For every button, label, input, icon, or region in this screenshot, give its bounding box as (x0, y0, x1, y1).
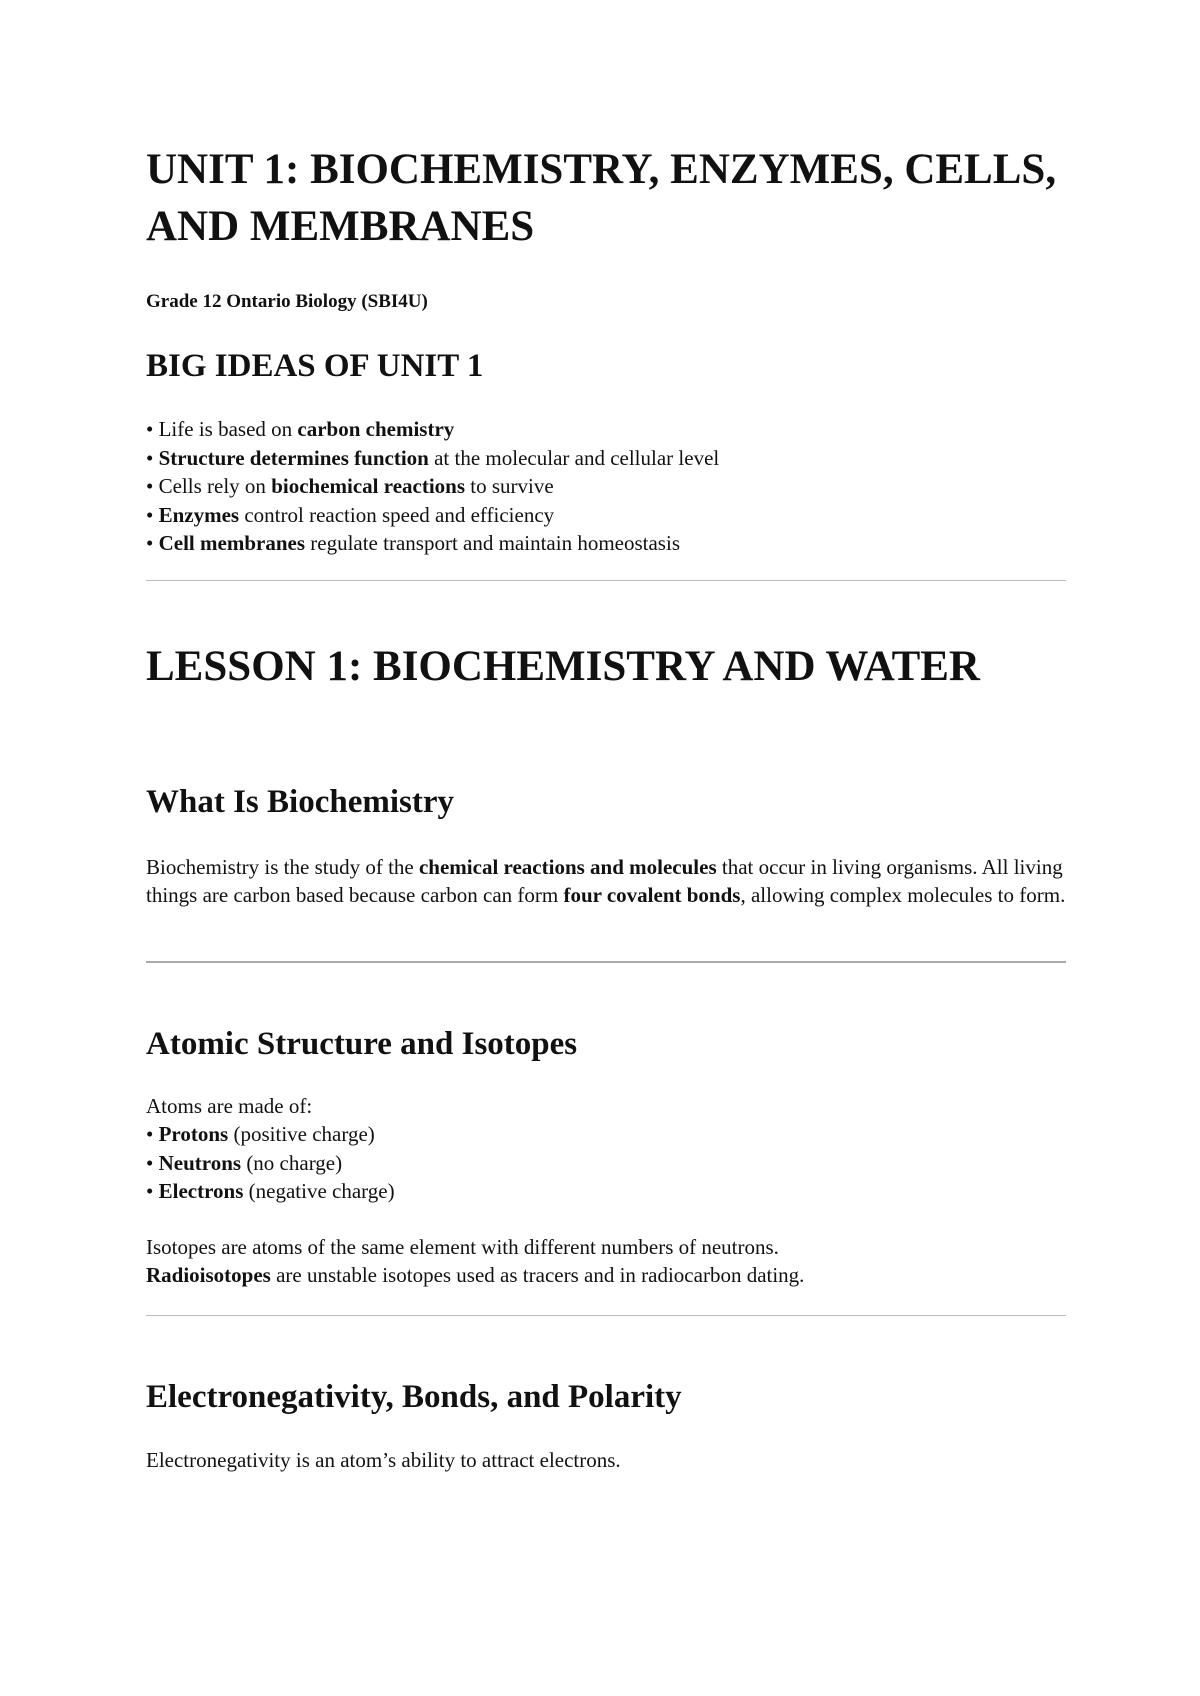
list-item: • Enzymes control reaction speed and efficiency (146, 502, 555, 527)
section-divider (146, 580, 1066, 581)
big-ideas-list (146, 415, 1066, 558)
electronegativity-heading: Electronegativity, Bonds, and Polarity (146, 1379, 682, 1415)
isotopes-paragraph: Isotopes are atoms of the same element with different numbers of neutrons. Radioisotopes are unstable isotopes used as tracers and in radiocarbon dating. (146, 1235, 805, 1287)
biochemistry-definition: Biochemistry is the study of the chemical reactions and molecules that occur in living organisms. All living things are carbon based because carbon can form four covalent bonds, allowing complex molecules to form. (146, 855, 1066, 907)
section-divider (146, 961, 1066, 963)
section-divider (146, 1315, 1066, 1316)
list-item: • Protons (positive charge) (146, 1122, 375, 1146)
list-item: • Neutrons (no charge) (146, 1150, 343, 1175)
list-item: • Cell membranes regulate transport and maintain homeostasis (146, 531, 680, 555)
list-item: • Electrons (negative charge) (146, 1179, 395, 1203)
electronegativity-definition: Electronegativity is an atom’s ability to attract electrons. (146, 1448, 621, 1472)
particle-list (146, 1120, 1066, 1206)
course-subtitle: Grade 12 Ontario Biology (SBI4U) (146, 291, 428, 312)
what-is-biochemistry-heading: What Is Biochemistry (146, 784, 454, 820)
atoms-intro: Atoms are made of: (146, 1094, 313, 1118)
big-ideas-heading: BIG IDEAS OF UNIT 1 (146, 348, 484, 384)
list-item: • Structure determines function at the molecular and cellular level (146, 445, 720, 470)
list-item: • Life is based on carbon chemistry (146, 417, 455, 441)
unit-title: UNIT 1: BIOCHEMISTRY, ENZYMES, CELLS, AND MEMBRANES (146, 146, 1057, 250)
lesson-title: LESSON 1: BIOCHEMISTRY AND WATER (146, 643, 980, 690)
list-item: • Cells rely on biochemical reactions to survive (146, 474, 554, 498)
atomic-structure-heading: Atomic Structure and Isotopes (146, 1026, 578, 1062)
